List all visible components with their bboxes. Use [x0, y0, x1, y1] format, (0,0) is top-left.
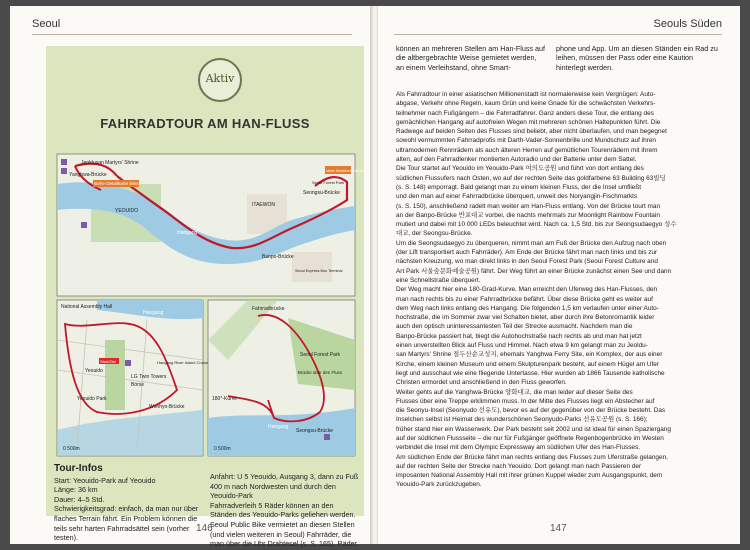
body-line: Am südlichen Ende der Brücke fährt man rechts entlang des Flusses zum Uferstraße gelangen, — [396, 453, 668, 461]
body-line: Der Weg macht hier eine 180-Grad-Kurve. Man erreicht den Uferweg des Han-Flusses, den — [396, 286, 658, 294]
fahrrad-bruecke-label: Fahrradbrücke — [252, 306, 285, 312]
detail-right-label: siehe Detailkarte rechts — [326, 169, 364, 173]
yeouido-station-label: Yeouido — [85, 368, 103, 374]
tour-difficulty: Schwierigkeitsgrad: einfach, da man nur über flaches Terrain fährt. Ein Problem können die teils sehr harten Fahrradsättel sein (vorher testen). — [54, 504, 199, 543]
body-line: ultramodernen Rennrädern als auch älteren Herren auf gemütlichen Tourenrädern mit ihrem — [396, 146, 658, 154]
body-line: Kirche, einem kleinen Museum und einem Skulpturenpark besteht, auf einem Hügel am Ufer — [396, 360, 660, 368]
body-line: imposanten National Assembly Hall mit ihrer grünen Kuppel wieder zum Ausgangspunkt, dem — [396, 472, 663, 480]
body-line: abgase, Verkehr ohne Regeln, kaum Grün und keine Gnade für die schwächsten Verkehrs- — [396, 100, 656, 108]
seongsu-label: Seongsu-Brücke — [303, 190, 340, 196]
tour-length: Länge: 36 km — [54, 485, 98, 495]
yanghwa-label: Yanghwa-Brücke — [69, 172, 107, 178]
body-line: nächsten Kreuzung, wo man direkt links in den Seoul Forest Park (Seoul Forest Culture and — [396, 258, 658, 266]
tour-start: Start: Yeouido-Park auf Yeouido — [54, 475, 156, 485]
body-line: südlichen Flussufers nach Osten, wo auf der rechten Seite das goldfarbene 63 Building 63빌딩 — [396, 174, 666, 182]
body-line: auch den optisch uninteressantesten Teil der Strecke ausmacht. Nachdem man die — [396, 323, 633, 331]
express-bus-label: Seoul Express Bus Terminal — [295, 269, 343, 273]
itaewon-label: ITAEWON — [252, 202, 275, 208]
body-line: hochstraße, die im Sommer zwar viel Schatten bietet, aber durch ihre Betonromantik leider — [396, 314, 655, 322]
twins-label: LG Twin Towers — [131, 374, 167, 380]
yeouido-label: YEOUIDO — [115, 208, 139, 214]
detail-map-left — [57, 300, 209, 456]
page-number-left: 146 — [196, 523, 213, 534]
right-top-col-a: können an mehreren Stellen am Han-Fluss auf die altbergebrachte Weise gemietet werden, an einem Verleihstand, ohne Smart- — [396, 44, 546, 72]
body-line: Inselchen selbst ist Heimat des wunderschönen Seonyudo-Parks 선유도공원 (s. S. 166); — [396, 416, 648, 424]
hangang-right-label: Hangang — [268, 424, 289, 430]
body-line: (s. S. 148) emporragt. Bald gelangt man zu einem kleinen Fluss, der die Insel umfließt — [396, 183, 642, 191]
tour-infos-col-1 — [54, 464, 204, 543]
body-line: teilnehmer nach Fußgängern – die Fahrradfahrer. Ganz anders diese Tour, die entlang des — [396, 109, 654, 117]
right-top-col-b: phone und App. Um an diesen Ständen ein Rad zu leihen, müssen der Pass oder eine Kaution hinterlegt werden. — [556, 44, 718, 72]
hangang-left-label: Hangang — [143, 310, 164, 316]
body-line: liegt und ausschaut wie eine fliegende Untertasse. Hier wurden ab 1866 Tausende katholische — [396, 369, 665, 377]
body-line: Flusses über eine Treppe erklimmen muss. In der Mitte des Flusses liegt ein Abstecher auf — [396, 397, 655, 405]
tour-duration: Dauer: 4–5 Std. — [54, 494, 105, 504]
body-line: an der Banpo-Brücke 반포대교 vorbei, die nachts mehrmals zur Moonlight Rainbow Fountain — [396, 211, 660, 219]
body-line: Weiter gehts auf die Yanghwa-Brücke 양화대교, die man leider auf dieser Seite des — [396, 388, 633, 396]
body-line: und den man auf einer Fahrradbrücke überquert, unweit des Noryangjin-Fischmarkts — [396, 193, 638, 201]
body-line: san Martyrs' Shrine 절두산순교성지, ehemals Yanghwa Ferry Site, ein Komplex, der aus einer — [396, 351, 663, 359]
tour-infos-col-2 — [210, 472, 360, 549]
overview-map — [57, 154, 364, 296]
body-line: (der Lift transportiert auch Fahrräder). Am Ende der Brücke fährt man nach links und bis zur — [396, 249, 658, 257]
body-line: Christen ermordet und anschließend in den Fluss geworfen. — [396, 379, 567, 387]
start-ziel-label: Start/Ziel — [100, 359, 117, 364]
body-line: auf der südlichen Flussseite – die nur für Fußgänger geöffnete Regenbogenbrücke im Westen — [396, 434, 664, 442]
body-line: alten, auf den Fahrradlenker montierten Autoradio und der Batterie unter dem Sattel. — [396, 156, 637, 164]
body-line: 대교, der Seongsu-Brücke. — [396, 230, 473, 238]
running-header-right: Seouls Süden — [653, 18, 722, 30]
wonhyo-label: Wonhyo-Brücke — [149, 404, 185, 410]
assembly-label: National Assembly Hall — [61, 304, 113, 310]
right-body-text — [396, 90, 722, 490]
body-line: die Seonyu-Insel (Seonyudo 선유도), bevor es auf der gegenüber von der Brücke besteht. Das — [396, 407, 666, 415]
seongsu-right-label: Seongsu-Brücke — [296, 428, 333, 434]
aktiv-badge — [198, 58, 242, 102]
seoul-forest-right-label: Seoul Forest Park — [300, 352, 341, 358]
header-rule — [32, 34, 352, 35]
tour-infos-heading: Tour-Infos — [54, 463, 103, 474]
detail-left-label: siehe Detailkarte links — [94, 181, 139, 186]
body-line: gemächlichen Hangang auf autofreien Wegen mit mehreren schönen Haltepunkten führt. Die — [396, 118, 661, 126]
body-line: Yeouido-Park zurückzugeben. — [396, 481, 482, 489]
running-header-left: Seoul — [32, 18, 61, 30]
body-line: Um die Seongsudaegyo zu überqueren, nimmt man am Fuß der Brücke den Aufzug nach oben — [396, 239, 667, 247]
right-page — [378, 6, 740, 544]
tour-rental: Fahrradverleih 5 Räder können an den Ständen des Yeouido-Parks geliehen werden. Seoul Public Bike vermietet an diesen Stellen (und vielen weiteren in Seoul) Fahrräder, die man über die Uhr Drahtesel (s. S. 165). Räder — [210, 500, 358, 549]
yeouido-park-label: Yeouido Park — [77, 396, 107, 402]
body-line: (s. S. 150), anschließend radelt man weiter am Han-Fluss entlang. Von der Brücke tourt man — [396, 202, 661, 210]
aktiv-badge-label: Aktiv — [205, 72, 235, 85]
body-line: verbindet die Insel mit dem Olympic Expressway am südlichen Ufer des Han-Flusses. — [396, 444, 641, 452]
kurve-label: 180°-Kurve — [212, 396, 238, 402]
scale-right-label: 0 500m — [214, 446, 231, 452]
body-line: Art Park 서울숲문화예술공원) fährt. Der Weg führt an einer Brücke zunächst einen See und dann — [396, 267, 672, 275]
body-line: einen unverstellten Blick auf Fluss und Himmel. Nach etwa 9 km gelangt man zu Jeoldu- — [396, 342, 648, 350]
body-line: man nach rechts bis zu einer Fahrradbrücke befährt. Über diese Brücke geht es weiter auf — [396, 295, 653, 303]
seoul-forest-label: Seoul Forest Park — [312, 180, 345, 185]
cruise-label: Hangang River Island Cruise — [157, 360, 209, 365]
scale-left-label: 0 500m — [63, 446, 80, 452]
banpo-label: Banpo-Brücke — [262, 254, 294, 260]
body-line: Radwege auf beiden Seiten des Flusses sind beliebt, aber nicht überlaufen, und man begegnet — [396, 128, 667, 136]
left-page — [10, 6, 372, 549]
detail-map-right — [208, 300, 355, 456]
page-number-right: 147 — [550, 523, 567, 534]
body-line: Die Tour startet auf Yeouido im Yeouido-Park 여의도공원 und führt von dort entlang des — [396, 165, 644, 173]
body-line: eine Schnellstraße überquert. — [396, 276, 481, 284]
body-line: früher stand hier ein Wasserwerk. Der Park besteht seit 2002 und ist ideal für einen Spaziergang — [396, 425, 671, 433]
body-line: Banpo-Brücke passiert hat, biegt die Autohochstraße nach rechts ab und man hat jetzt — [396, 332, 642, 340]
bruecke-ueber-label: Brücke über den Fluss — [298, 370, 342, 375]
shrine-label: Jeoldusan Martyrs' Shrine — [81, 160, 139, 166]
tour-arrival: Anfahrt: U 5 Yeouido, Ausgang 3, dann zu Fuß 400 m nach Nordwesten und durch den Yeouido-Park — [210, 472, 359, 501]
hangang-label: Hangang — [177, 230, 198, 236]
body-line: auf der rechten Seite der Strecke nach Yeouido. Dort gelangt man nach Passieren der — [396, 462, 642, 470]
activity-title: FAHRRADTOUR AM HAN-FLUSS — [100, 116, 310, 131]
body-line: sowohl vermummten Fahrradprofis mit Darth-Vader-Sonnenbrille und Mundschutz auf ihren — [396, 137, 657, 145]
header-rule-right — [394, 34, 722, 35]
body-line: mutiert und dabei mit 10 000 LEDs beleuchtet wird. Nach ca. 1,5 Std. bis zur Seongsudaegyo 성수 — [396, 221, 677, 229]
body-line: Als Fahrradtour in einer asiatischen Millionenstadt ist normalerweise kein Vergnügen: Auto- — [396, 91, 656, 98]
body-line: dem Weg nach links entlang des Hangang. Die folgenden 1,5 km verlaufen unter einer Auto- — [396, 304, 659, 312]
boerse-label: Börse — [131, 382, 145, 388]
